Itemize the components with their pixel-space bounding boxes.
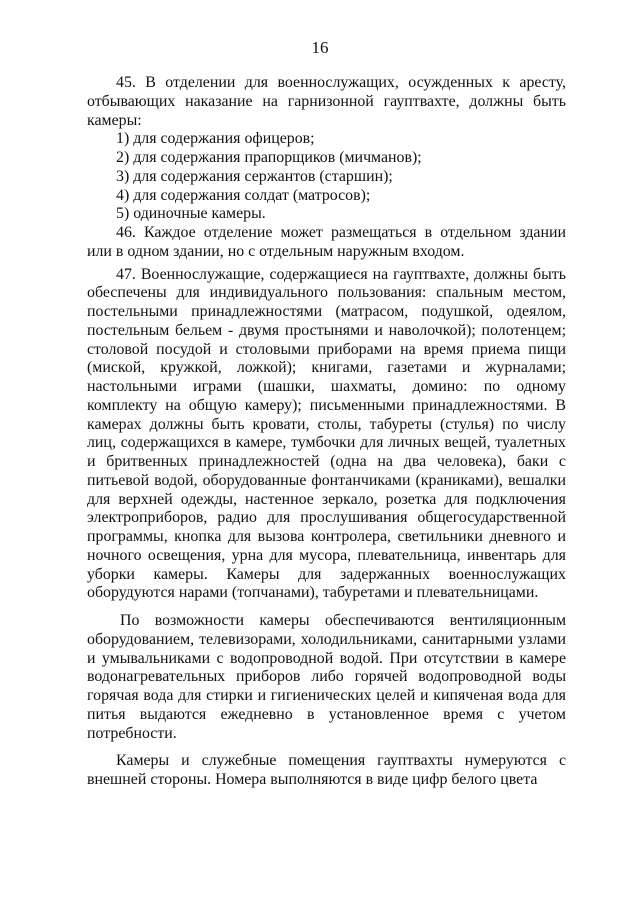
paragraph-numbering: Камеры и служебные помещения гауптвахты нумеруются с внешней стороны. Номера выполняются в виде цифр белого цвета	[87, 752, 566, 788]
paragraph-46: 46. Каждое отделение может размещаться в отдельном здании или в одном здании, но с отдельным наружным входом.	[87, 224, 566, 260]
list-item: 1) для содержания офицеров;	[116, 130, 315, 148]
paragraph-47: 47. Военнослужащие, содержащиеся на гауптвахте, должны быть обеспечены для индивидуального пользования: спальным местом, постельными принадлежностями (матрасом, подушкой, одеялом, постельным бельем - двумя простынями и наволочкой); полотенцем; столовой посудой и столовыми приборами на время приема пищи (миской, кружкой, ложкой); книгами, газетами и журналами; настольными играми (шашки, шахматы, домино: по одному комплекту на общую камеру); письменными принадлежностями. В камерах должны быть кровати, столы, табуреты (стулья) по числу лиц, содержащихся в камере, тумбочки для личных вещей, туалетных и бритвенных принадлежностей (одна на два человека), баки с питьевой водой, оборудованные фонтанчиками (краниками), вешалки для верхней одежды, настенное зеркало, розетка для подключения электроприборов, радио для прослушивания общегосударственной программы, кнопка для вызова контролера, светильники дневного и ночного освещения, урна для мусора, плевательница, инвентарь для уборки камеры. Камеры для задержанных военнослужащих оборудуются нарами (топчанами), табуретами и плевательницами.	[87, 265, 566, 602]
page-number: 16	[311, 38, 329, 57]
list-item: 3) для содержания сержантов (старшин);	[116, 167, 393, 185]
list-item: 5) одиночные камеры.	[116, 205, 266, 223]
paragraph-45: 45. В отделении для военнослужащих, осужденных к аресту, отбывающих наказание на гарнизонной гауптвахте, должны быть камеры:	[87, 74, 566, 129]
list-item: 2) для содержания прапорщиков (мичманов);	[116, 149, 422, 166]
paragraph-equipment: По возможности камеры обеспечиваются вентиляционным оборудованием, телевизорами, холодильниками, санитарными узлами и умывальниками с водопроводной водой. При отсутствии в камере водонагревательных приборов либо горячей водопроводной воды горячая вода для стирки и гигиенических целей и кипяченая вода для питья выдаются ежедневно в установленное время с учетом потребности.	[87, 612, 566, 742]
document-body	[87, 74, 566, 790]
list-item: 4) для содержания солдат (матросов);	[116, 186, 371, 204]
